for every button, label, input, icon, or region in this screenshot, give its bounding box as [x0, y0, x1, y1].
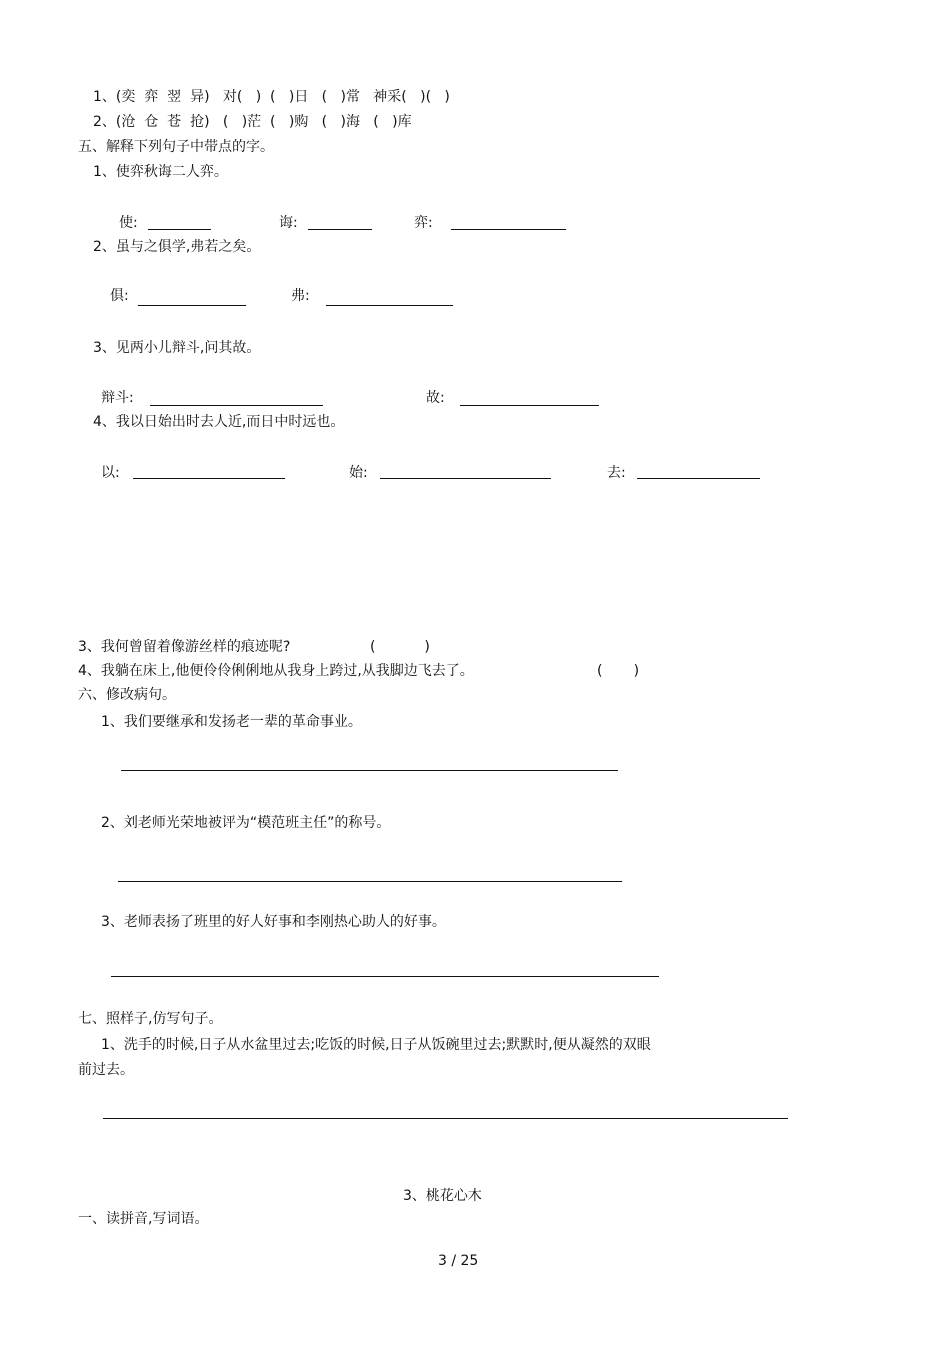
- s7-q1-example-line2: 前过去。: [78, 1062, 134, 1078]
- page-number: 3 / 25: [438, 1253, 479, 1269]
- s5-q4-answer-line-shi[interactable]: [380, 478, 551, 479]
- lesson-title: 3、桃花心木: [403, 1188, 482, 1204]
- s6-q2-answer-line[interactable]: [118, 881, 622, 882]
- s5-q1-sentence: 1、使弈秋诲二人弈。: [93, 164, 228, 180]
- s7-q1-answer-line[interactable]: [103, 1118, 788, 1119]
- lesson-section-1-title: 一、读拼音,写词语。: [78, 1211, 209, 1227]
- s5-q3-answer-line-biandou[interactable]: [150, 405, 323, 406]
- s5-q2-label-fu: 弗:: [291, 288, 310, 304]
- s5-q1-label-shi: 使:: [119, 215, 138, 231]
- s5-q2-answer-line-ju[interactable]: [138, 305, 246, 306]
- s5-q2-answer-line-fu[interactable]: [326, 305, 453, 306]
- rhetoric-q3-answer-paren[interactable]: ( ): [370, 639, 430, 655]
- s5-q2-sentence: 2、虽与之俱学,弗若之矣。: [93, 239, 261, 255]
- s7-q1-example-line1: 1、洗手的时候,日子从水盆里过去;吃饭的时候,日子从饭碗里过去;默默时,便从凝然的双眼: [101, 1037, 651, 1053]
- rhetoric-q4: 4、我躺在床上,他便伶伶俐俐地从我身上跨过,从我脚边飞去了。: [78, 663, 474, 679]
- s5-q1-label-yi: 弈:: [414, 215, 433, 231]
- section-5-title: 五、解释下列句子中带点的字。: [78, 139, 274, 155]
- s6-q3-answer-line[interactable]: [111, 976, 659, 977]
- s6-q3: 3、老师表扬了班里的好人好事和李刚热心助人的好事。: [101, 914, 446, 930]
- rhetoric-q3: 3、我何曾留着像游丝样的痕迹呢?: [78, 639, 291, 655]
- rhetoric-q4-answer-paren[interactable]: ( ): [597, 663, 640, 679]
- s5-q4-label-qu: 去:: [607, 465, 626, 481]
- item-2-char-choice: 2、(沧 仓 苍 抢) ( )茫 ( )购 ( )海 ( )库: [93, 114, 412, 130]
- s5-q4-sentence: 4、我以日始出时去人近,而日中时远也。: [93, 414, 345, 430]
- s5-q3-answer-line-gu[interactable]: [460, 405, 599, 406]
- s5-q1-answer-line-yi[interactable]: [451, 229, 566, 230]
- s5-q2-label-ju: 俱:: [110, 288, 129, 304]
- item-1-char-choice: 1、(奕 弈 翌 异) 对( ) ( )日 ( )常 神采( )( ): [93, 89, 450, 105]
- section-6-title: 六、修改病句。: [78, 687, 176, 703]
- s5-q1-label-hui: 诲:: [279, 215, 298, 231]
- s5-q4-answer-line-yi[interactable]: [133, 478, 285, 479]
- s6-q1-answer-line[interactable]: [121, 770, 618, 771]
- s6-q2: 2、刘老师光荣地被评为“模范班主任”的称号。: [101, 815, 391, 831]
- s5-q4-answer-line-qu[interactable]: [637, 478, 760, 479]
- s5-q3-label-gu: 故:: [426, 390, 445, 406]
- s5-q4-label-yi: 以:: [101, 465, 120, 481]
- s5-q3-label-biandou: 辩斗:: [101, 390, 134, 406]
- s5-q4-label-shi: 始:: [349, 465, 368, 481]
- s6-q1: 1、我们要继承和发扬老一辈的革命事业。: [101, 714, 362, 730]
- section-7-title: 七、照样子,仿写句子。: [78, 1011, 223, 1027]
- s5-q1-answer-line-hui[interactable]: [308, 229, 372, 230]
- s5-q3-sentence: 3、见两小儿辩斗,问其故。: [93, 340, 261, 356]
- s5-q1-answer-line-shi[interactable]: [148, 229, 211, 230]
